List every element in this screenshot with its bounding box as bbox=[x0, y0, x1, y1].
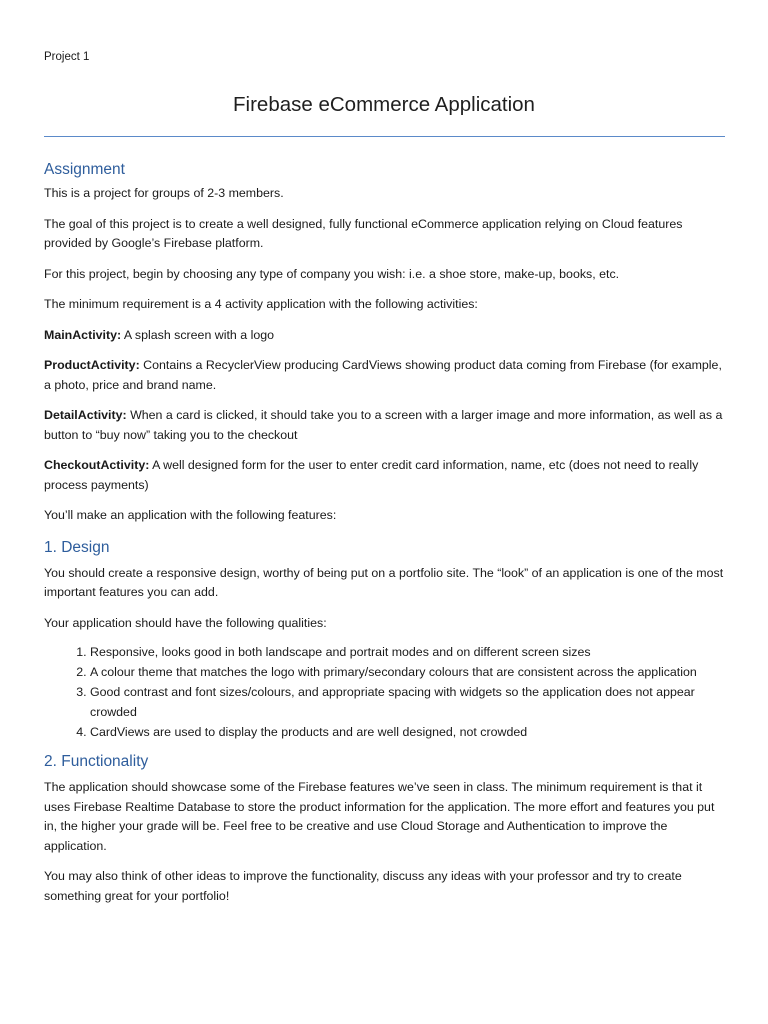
features-intro: You’ll make an application with the following features: bbox=[44, 508, 337, 522]
activity-detail-name: DetailActivity: bbox=[44, 408, 127, 422]
activity-checkout-name: CheckoutActivity: bbox=[44, 458, 150, 472]
assignment-paragraph-goal: The goal of this project is to create a well designed, fully functional eCommerce application relying on Cloud features provided by Google’s Firebase platform. bbox=[44, 216, 683, 250]
document-body bbox=[44, 159, 728, 917]
activity-main-name: MainActivity: bbox=[44, 327, 122, 342]
list-item: 2. A colour theme that matches the logo with primary/secondary colours that are consistent across the application bbox=[90, 662, 728, 682]
activity-main bbox=[44, 326, 728, 346]
assignment-paragraph-company: For this project, begin by choosing any type of company you wish: i.e. a shoe store, make-up, books, etc. bbox=[44, 266, 620, 281]
activity-detail-desc: When a card is clicked, it should take you to a screen with a larger image and more information, as well as a button to “buy now” taking you to the checkout bbox=[44, 408, 723, 442]
design-paragraph-qualities: Your application should have the following qualities: bbox=[44, 615, 327, 630]
design-heading: 1. Design bbox=[44, 538, 110, 556]
activity-checkout-desc: A well designed form for the user to enter credit card information, name, etc (does not need to really process payments) bbox=[44, 458, 699, 492]
assignment-paragraph-groups: This is a project for groups of 2-3 members. bbox=[44, 186, 284, 200]
activity-product-desc: Contains a RecyclerView producing CardViews showing product data coming from Firebase (for example, a photo, price and brand name. bbox=[44, 358, 722, 392]
functionality-heading: 2. Functionality bbox=[44, 753, 149, 770]
assignment-heading: Assignment bbox=[44, 161, 125, 178]
document-title: Firebase eCommerce Application bbox=[233, 93, 535, 116]
title-divider bbox=[44, 136, 725, 137]
functionality-paragraph-firebase: The application should showcase some of the Firebase features we’ve seen in class. The minimum requirement is that it uses Firebase Realtime Database to store the product information for the application. The more effort and features you put in, the higher your grade will be. Feel free to be creative and use Cloud Storage and Authentication to improve the application. bbox=[44, 780, 715, 853]
activity-detail bbox=[44, 406, 728, 445]
activity-product-name: ProductActivity: bbox=[44, 358, 140, 372]
activity-checkout bbox=[44, 456, 728, 495]
activity-product bbox=[44, 356, 728, 395]
design-qualities-list bbox=[44, 642, 728, 742]
assignment-paragraph-requirement: The minimum requirement is a 4 activity application with the following activities: bbox=[44, 297, 478, 311]
list-item: 3. Good contrast and font sizes/colours, and appropriate spacing with widgets so the application does not appear crowded bbox=[90, 682, 728, 722]
page-header-label: Project 1 bbox=[44, 51, 90, 63]
list-item: 4. CardViews are used to display the products and are well designed, not crowded bbox=[90, 722, 728, 742]
list-item: 1. Responsive, looks good in both landscape and portrait modes and on different screen sizes bbox=[90, 642, 728, 662]
functionality-paragraph-ideas: You may also think of other ideas to improve the functionality, discuss any ideas with your professor and try to create something great for your portfolio! bbox=[44, 869, 682, 903]
design-paragraph-responsive: You should create a responsive design, worthy of being put on a portfolio site. The “look” of an application is one of the most important features you can add. bbox=[44, 565, 724, 599]
activity-main-desc: A splash screen with a logo bbox=[121, 327, 275, 342]
